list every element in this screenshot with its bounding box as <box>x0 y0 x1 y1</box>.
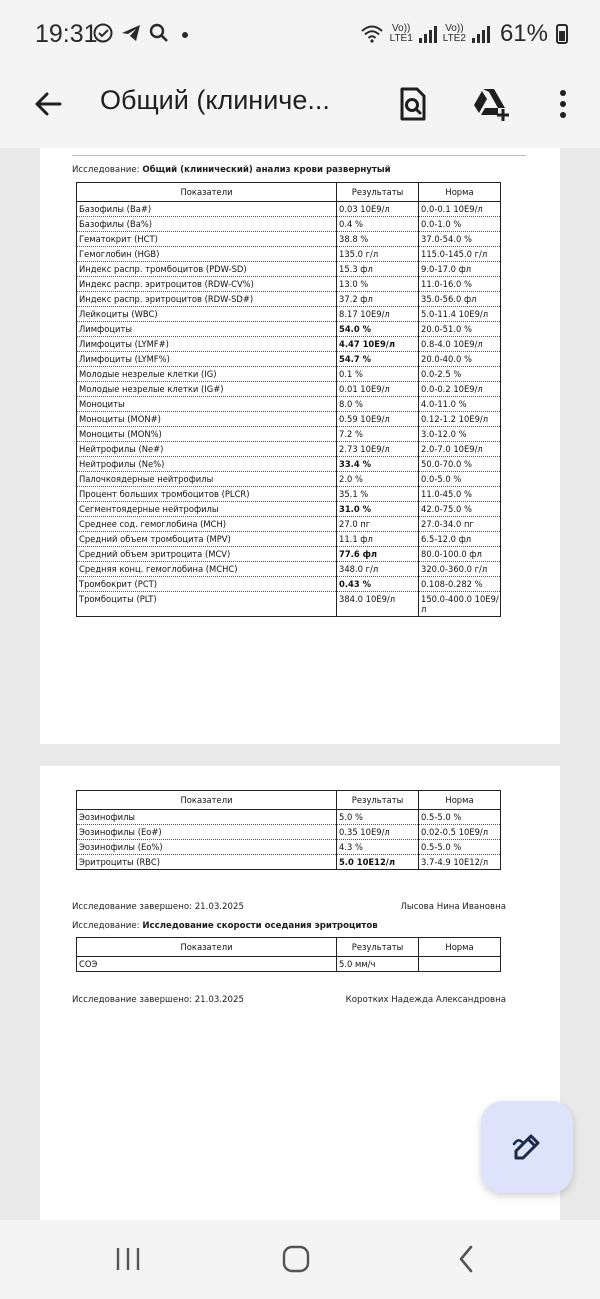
result-cell: 27.0 пг <box>337 517 419 532</box>
study-title-2: Исследование: Исследование скорости оседания эритроцитов <box>72 921 378 931</box>
table-row <box>77 382 501 397</box>
indicator-cell: Индекс распр. эритроцитов (RDW-CV%) <box>77 277 337 292</box>
table-row <box>77 247 501 262</box>
wifi-icon <box>360 24 384 44</box>
result-cell: 31.0 % <box>337 502 419 517</box>
sim1-label: Vo)) LTE1 <box>389 23 413 44</box>
table-row <box>77 262 501 277</box>
back-button[interactable] <box>28 84 68 124</box>
recents-button[interactable] <box>108 1242 148 1276</box>
table-row <box>77 840 501 855</box>
results-table-3 <box>76 937 501 972</box>
norm-cell: 0.8-4.0 10E9/л <box>419 337 501 352</box>
indicator-cell: Моноциты <box>77 397 337 412</box>
result-cell: 0.4 % <box>337 217 419 232</box>
table-row <box>77 547 501 562</box>
norm-cell: 37.0-54.0 % <box>419 232 501 247</box>
table-row <box>77 292 501 307</box>
system-nav-bar <box>0 1220 600 1299</box>
norm-cell: 4.0-11.0 % <box>419 397 501 412</box>
table-row <box>77 517 501 532</box>
norm-cell: 11.0-16.0 % <box>419 277 501 292</box>
sim1-signal-icon <box>419 25 437 43</box>
result-cell: 135.0 г/л <box>337 247 419 262</box>
table-row <box>77 457 501 472</box>
results-table-1 <box>76 182 501 617</box>
result-cell: 0.43 % <box>337 577 419 592</box>
norm-cell: 0.0-5.0 % <box>419 472 501 487</box>
norm-cell: 20.0-51.0 % <box>419 322 501 337</box>
result-cell: 8.17 10E9/л <box>337 307 419 322</box>
indicator-cell: СОЭ <box>77 957 337 972</box>
norm-cell: 27.0-34.0 пг <box>419 517 501 532</box>
result-cell: 38.8 % <box>337 232 419 247</box>
back-icon <box>456 1244 476 1274</box>
header-indicator: Показатели <box>77 938 337 957</box>
norm-cell: 42.0-75.0 % <box>419 502 501 517</box>
indicator-cell: Гематокрит (HCT) <box>77 232 337 247</box>
header-norm: Норма <box>419 791 501 810</box>
result-cell: 8.0 % <box>337 397 419 412</box>
indicator-cell: Лимфоциты (LYMF#) <box>77 337 337 352</box>
indicator-cell: Средняя конц. гемоглобина (MCHC) <box>77 562 337 577</box>
search-icon <box>148 22 170 44</box>
table-row <box>77 412 501 427</box>
table-row <box>77 202 501 217</box>
indicator-cell: Гемоглобин (HGB) <box>77 247 337 262</box>
result-cell: 15.3 фл <box>337 262 419 277</box>
norm-cell: 5.0-11.4 10E9/л <box>419 307 501 322</box>
study-title: Исследование: Общий (клинический) анализ крови развернутый <box>72 165 391 175</box>
table-row <box>77 367 501 382</box>
result-cell: 2.73 10E9/л <box>337 442 419 457</box>
table-row <box>77 217 501 232</box>
drive-add-icon <box>472 87 512 121</box>
sim2-signal-icon <box>472 25 490 43</box>
results-table-1-body <box>77 202 501 617</box>
table-row <box>77 442 501 457</box>
norm-cell: 0.0-1.0 % <box>419 217 501 232</box>
result-cell: 35.1 % <box>337 487 419 502</box>
result-cell: 37.2 фл <box>337 292 419 307</box>
table-row <box>77 307 501 322</box>
add-to-drive-button[interactable] <box>470 82 514 126</box>
result-cell: 4.47 10E9/л <box>337 337 419 352</box>
indicator-cell: Нейтрофилы (Ne%) <box>77 457 337 472</box>
table-row <box>77 957 501 972</box>
result-cell: 11.1 фл <box>337 532 419 547</box>
table-row <box>77 855 501 870</box>
indicator-cell: Эозинофилы (Eo%) <box>77 840 337 855</box>
header-results: Результаты <box>337 938 419 957</box>
table-row <box>77 577 501 592</box>
table-row <box>77 427 501 442</box>
table-row <box>77 322 501 337</box>
indicator-cell: Молодые незрелые клетки (IG) <box>77 367 337 382</box>
recents-icon <box>114 1246 142 1272</box>
status-bar <box>0 0 600 70</box>
norm-cell: 9.0-17.0 фл <box>419 262 501 277</box>
norm-cell <box>419 957 501 972</box>
page-title: Общий (клиниче... <box>100 85 330 115</box>
status-right <box>360 20 568 48</box>
table-row <box>77 825 501 840</box>
indicator-cell: Базофилы (Ba%) <box>77 217 337 232</box>
table-row <box>77 472 501 487</box>
header-norm: Норма <box>419 938 501 957</box>
norm-cell: 0.02-0.5 10E9/л <box>419 825 501 840</box>
results-table-2-body <box>77 810 501 870</box>
table-row <box>77 592 501 617</box>
norm-cell: 0.5-5.0 % <box>419 840 501 855</box>
notification-dot <box>182 32 188 38</box>
table-row <box>77 337 501 352</box>
indicator-cell: Среднее сод. гемоглобина (MCH) <box>77 517 337 532</box>
result-cell: 0.35 10E9/л <box>337 825 419 840</box>
norm-cell: 0.0-2.5 % <box>419 367 501 382</box>
norm-cell: 11.0-45.0 % <box>419 487 501 502</box>
app-bar <box>0 70 600 148</box>
table-row <box>77 532 501 547</box>
result-cell: 5.0 % <box>337 810 419 825</box>
result-cell: 0.59 10E9/л <box>337 412 419 427</box>
result-cell: 77.6 фл <box>337 547 419 562</box>
table-row <box>77 277 501 292</box>
result-cell: 54.0 % <box>337 322 419 337</box>
indicator-cell: Базофилы (Ba#) <box>77 202 337 217</box>
table-row <box>77 502 501 517</box>
norm-cell: 150.0-400.0 10E9/л <box>419 592 501 617</box>
indicator-cell: Молодые незрелые клетки (IG#) <box>77 382 337 397</box>
indicator-cell: Сегментоядерные нейтрофилы <box>77 502 337 517</box>
check-circle-icon <box>92 22 114 44</box>
result-cell: 2.0 % <box>337 472 419 487</box>
notification-icons <box>92 22 170 44</box>
header-results: Результаты <box>337 183 419 202</box>
battery-percent: 61% <box>499 20 548 47</box>
indicator-cell: Эозинофилы <box>77 810 337 825</box>
norm-cell: 0.108-0.282 % <box>419 577 501 592</box>
norm-cell: 0.12-1.2 10E9/л <box>419 412 501 427</box>
table-row <box>77 352 501 367</box>
home-icon <box>282 1245 310 1273</box>
indicator-cell: Нейтрофилы (Ne#) <box>77 442 337 457</box>
document-search-button[interactable] <box>391 82 435 126</box>
home-button[interactable] <box>276 1242 316 1276</box>
indicator-cell: Процент больших тромбоцитов (PLCR) <box>77 487 337 502</box>
document-search-icon <box>398 87 428 121</box>
indicator-cell: Средний объем эритроцита (MCV) <box>77 547 337 562</box>
indicator-cell: Эритроциты (RBC) <box>77 855 337 870</box>
result-cell: 33.4 % <box>337 457 419 472</box>
norm-cell: 0.0-0.1 10E9/л <box>419 202 501 217</box>
indicator-cell: Моноциты (MON%) <box>77 427 337 442</box>
result-cell: 0.01 10E9/л <box>337 382 419 397</box>
norm-cell: 20.0-40.0 % <box>419 352 501 367</box>
divider <box>72 155 526 156</box>
result-cell: 0.03 10E9/л <box>337 202 419 217</box>
result-cell: 54.7 % <box>337 352 419 367</box>
more-vert-icon <box>558 89 568 119</box>
more-options-button[interactable] <box>541 82 585 126</box>
edit-pen-icon <box>510 1130 544 1164</box>
norm-cell: 2.0-7.0 10E9/л <box>419 442 501 457</box>
result-cell: 5.0 10E12/л <box>337 855 419 870</box>
indicator-cell: Моноциты (MON#) <box>77 412 337 427</box>
indicator-cell: Тромбокрит (PCT) <box>77 577 337 592</box>
result-cell: 4.3 % <box>337 840 419 855</box>
norm-cell: 80.0-100.0 фл <box>419 547 501 562</box>
indicator-cell: Палочкоядерные нейтрофилы <box>77 472 337 487</box>
indicator-cell: Лимфоциты <box>77 322 337 337</box>
header-indicator: Показатели <box>77 791 337 810</box>
indicator-cell: Индекс распр. эритроцитов (RDW-SD#) <box>77 292 337 307</box>
result-cell: 0.1 % <box>337 367 419 382</box>
norm-cell: 3.0-12.0 % <box>419 427 501 442</box>
result-cell: 5.0 мм/ч <box>337 957 419 972</box>
norm-cell: 0.5-5.0 % <box>419 810 501 825</box>
table-row <box>77 562 501 577</box>
table-row <box>77 487 501 502</box>
battery-icon <box>556 24 568 44</box>
norm-cell: 6.5-12.0 фл <box>419 532 501 547</box>
table-row <box>77 232 501 247</box>
nav-back-button[interactable] <box>446 1242 486 1276</box>
norm-cell: 320.0-360.0 г/л <box>419 562 501 577</box>
doctor-name-1: Лысова Нина Ивановна <box>400 902 506 912</box>
header-indicator: Показатели <box>77 183 337 202</box>
completion-date-2: Исследование завершено: 21.03.2025 <box>72 995 244 1005</box>
result-cell: 13.0 % <box>337 277 419 292</box>
completion-date-1: Исследование завершено: 21.03.2025 <box>72 902 244 912</box>
header-norm: Норма <box>419 183 501 202</box>
sim2-label: Vo)) LTE2 <box>442 23 466 44</box>
norm-cell: 115.0-145.0 г/л <box>419 247 501 262</box>
document-viewer[interactable] <box>0 148 600 1220</box>
norm-cell: 35.0-56.0 фл <box>419 292 501 307</box>
pdf-page-1 <box>40 148 560 744</box>
indicator-cell: Эозинофилы (Eo#) <box>77 825 337 840</box>
indicator-cell: Средний объем тромбоцита (MPV) <box>77 532 337 547</box>
edit-fab-button[interactable] <box>481 1101 573 1193</box>
telegram-icon <box>120 22 142 44</box>
indicator-cell: Лимфоциты (LYMF%) <box>77 352 337 367</box>
results-table-3-body <box>77 957 501 972</box>
result-cell: 384.0 10E9/л <box>337 592 419 617</box>
indicator-cell: Лейкоциты (WBC) <box>77 307 337 322</box>
header-results: Результаты <box>337 791 419 810</box>
indicator-cell: Тромбоциты (PLT) <box>77 592 337 617</box>
status-time: 19:31 <box>35 20 98 48</box>
results-table-2 <box>76 790 501 870</box>
result-cell: 7.2 % <box>337 427 419 442</box>
norm-cell: 0.0-0.2 10E9/л <box>419 382 501 397</box>
indicator-cell: Индекс распр. тромбоцитов (PDW-SD) <box>77 262 337 277</box>
norm-cell: 50.0-70.0 % <box>419 457 501 472</box>
back-arrow-icon <box>33 89 63 119</box>
result-cell: 348.0 г/л <box>337 562 419 577</box>
table-row <box>77 397 501 412</box>
doctor-name-2: Коротких Надежда Александровна <box>345 995 506 1005</box>
table-row <box>77 810 501 825</box>
norm-cell: 3.7-4.9 10E12/л <box>419 855 501 870</box>
